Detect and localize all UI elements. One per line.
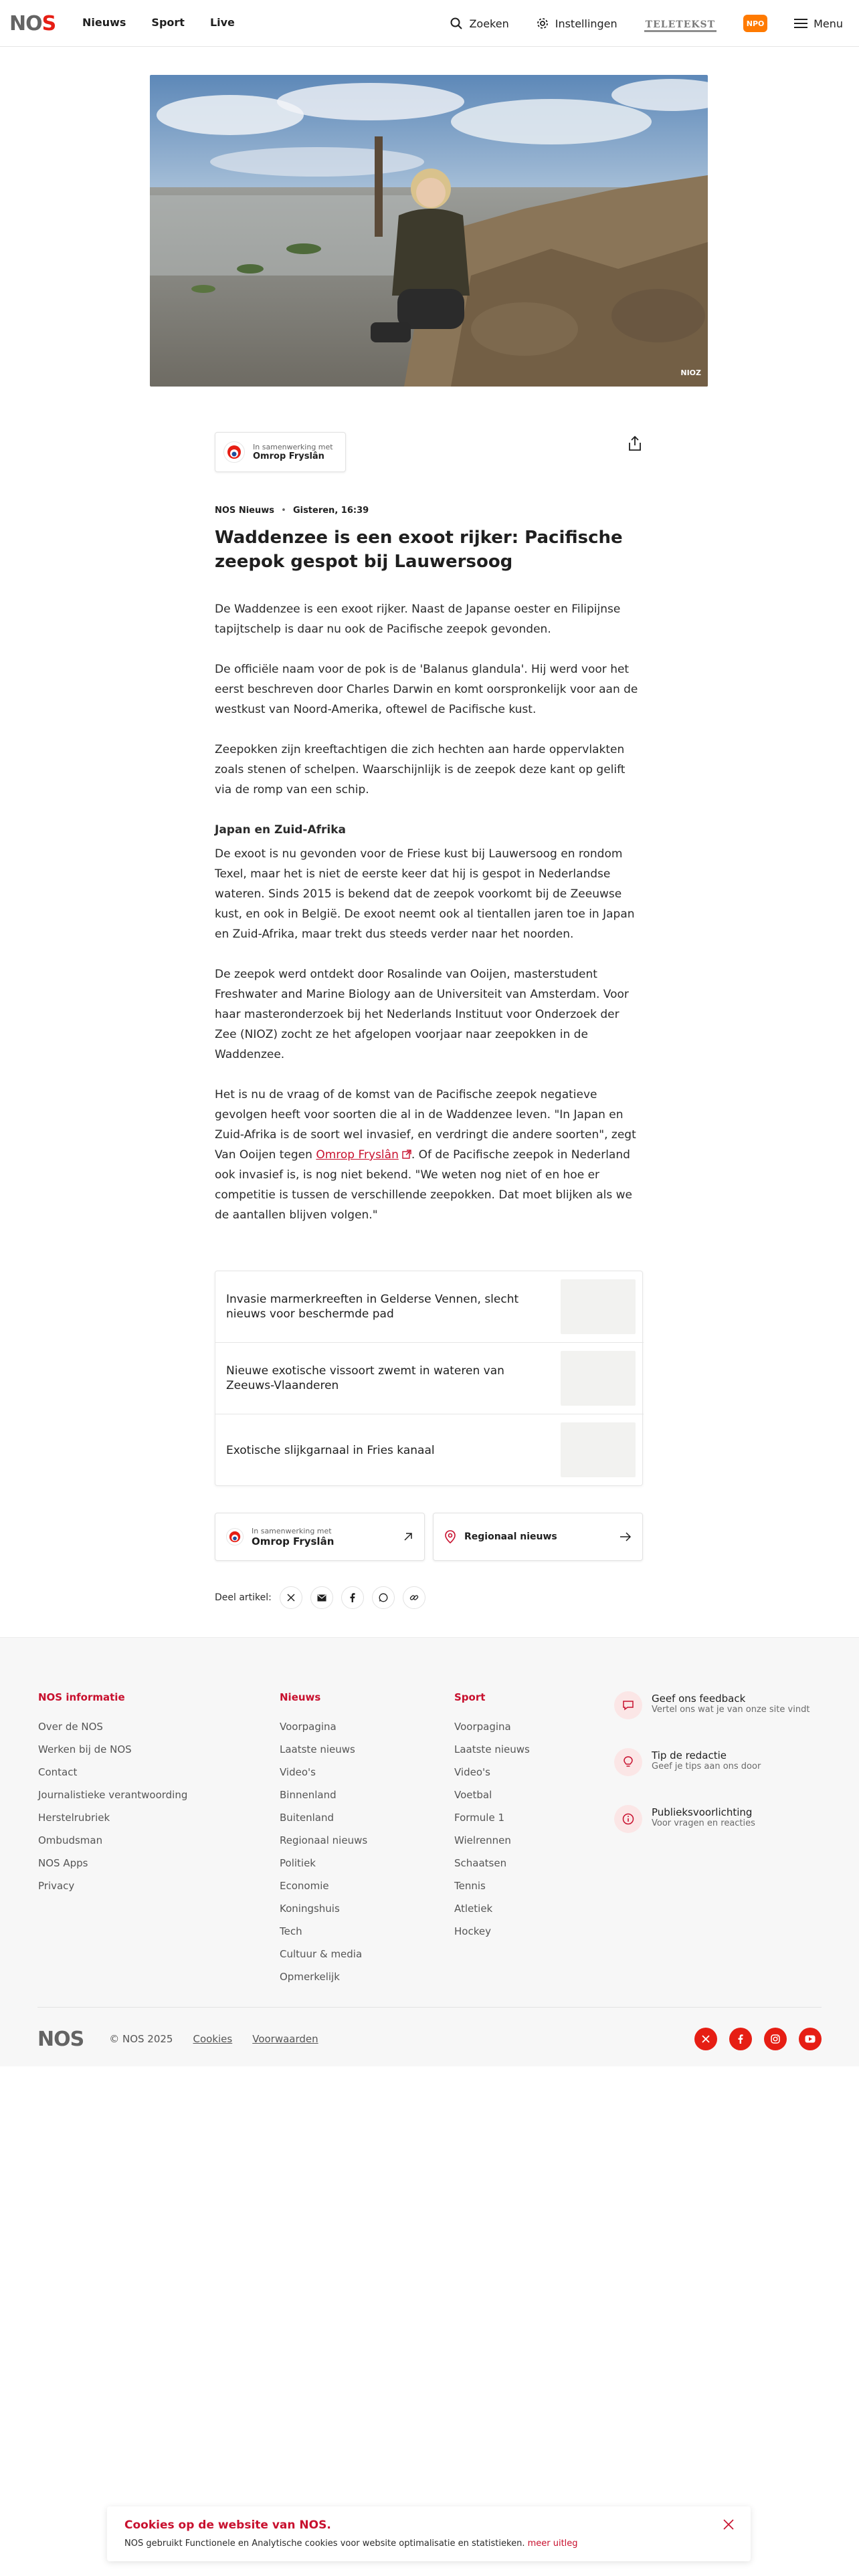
article-source: NOS Nieuws	[215, 506, 274, 516]
footer-link[interactable]: Voorpagina	[280, 1721, 337, 1733]
hero-credit: NIOZ	[680, 368, 701, 377]
arrow-up-right-icon	[403, 1531, 413, 1542]
footer-link[interactable]: Voorpagina	[454, 1721, 511, 1733]
tip-icon-wrap	[614, 1748, 642, 1776]
cookie-close-button[interactable]	[720, 2516, 737, 2533]
publieksvoorlichting-title: Publieksvoorlichting	[652, 1806, 753, 1818]
partner-name: Omrop Fryslân	[252, 1535, 335, 1547]
omrop-fryslan-link[interactable]: Omrop Fryslân	[316, 1148, 399, 1162]
paragraph-text: . Of de Pacifische zeepok in Nederland ook invasief is, is nog niet bekend. "We weten nog niet of en hoe er competitie is tussen de verschillende zeepokken. Dat moet blijken als we de aantallen blijven volgen."	[215, 1148, 632, 1222]
related-title: Invasie marmerkreeften in Gelderse Vennen, slecht nieuws voor beschermde pad	[226, 1293, 519, 1321]
feedback-icon-wrap	[614, 1691, 642, 1719]
footer-divider	[37, 2007, 822, 2008]
youtube-social-button[interactable]	[799, 2028, 822, 2050]
arrow-right-icon	[619, 1532, 632, 1541]
meta-bullet: •	[281, 506, 286, 516]
paragraph: De exoot is nu gevonden voor de Friese kust bij Lauwersoog en rondom Texel, maar het is niet de eerste keer dat hij is gespot in Nederlandse wateren. Sinds 2015 is bekend dat de zeepok voorkomt bij de Zeeuwse kust, en ook in België. De exoot neemt ook al tientallen jaren toe in Japan en Zuid-Afrika, maar trekt dus steeds verder naar het noorden.	[215, 847, 635, 941]
publieksvoorlichting-sub: Voor vragen en reacties	[652, 1818, 755, 1828]
related-title: Exotische slijkgarnaal in Fries kanaal	[226, 1443, 435, 1457]
cookie-body: NOS gebruikt Functionele en Analytische cookies voor website optimalisatie en statistieken.	[124, 2539, 525, 2549]
nos-logo[interactable]	[9, 13, 56, 33]
tip-title: Tip de redactie	[652, 1749, 727, 1761]
facebook-icon	[738, 2034, 743, 2044]
paragraph: Zeepokken zijn kreeftachtigen die zich hechten aan harde oppervlakten zoals stenen of schelpen. Waarschijnlijk is de zeepok deze kant op gelift via de romp van een schip.	[215, 743, 626, 796]
partner-chip[interactable]	[215, 432, 346, 472]
paragraph: De Waddenzee is een exoot rijker. Naast de Japanse oester en Filipijnse tapijtschelp is daar nu ook de Pacifische zeepok gevonden.	[215, 603, 621, 636]
partner-card[interactable]	[215, 1513, 425, 1561]
header-actions	[450, 15, 843, 32]
related-thumbnail	[561, 1351, 636, 1406]
instagram-social-button[interactable]	[764, 2028, 787, 2050]
footer-link[interactable]: Atletiek	[454, 1903, 493, 1915]
hamburger-icon	[794, 18, 807, 29]
footer-link[interactable]: Contact	[38, 1766, 78, 1778]
footer-link[interactable]: Video's	[454, 1766, 490, 1778]
footer-link[interactable]: Ombudsman	[38, 1834, 103, 1846]
settings-button[interactable]	[536, 17, 617, 30]
article-date: Gisteren, 16:39	[292, 506, 369, 516]
footer-link[interactable]: Formule 1	[454, 1812, 504, 1824]
gear-icon	[536, 17, 549, 30]
site-footer	[0, 1637, 859, 2066]
share-label: Deel artikel:	[215, 1592, 272, 1603]
hero-photo	[150, 75, 708, 387]
copy-link-button[interactable]	[403, 1586, 425, 1609]
footer-col-info	[38, 1691, 187, 1897]
footer-col-title: NOS informatie	[38, 1691, 125, 1703]
search-label: Zoeken	[469, 17, 509, 30]
copyright: © NOS 2025	[109, 2033, 173, 2045]
footer-link[interactable]: Hockey	[454, 1925, 491, 1937]
paragraph-text: Het is nu de vraag of de komst van de Pacifische zeepok negatieve gevolgen heeft voor soorten die al in de Waddenzee leven. "In Japan en Zuid-Afrika is de soort wel invasief, en verdringt die andere soorten", zegt Van Ooijen tegen	[215, 1088, 636, 1162]
share-email-button[interactable]	[310, 1586, 333, 1609]
partner-name: Omrop Fryslân	[253, 451, 324, 461]
instagram-icon	[771, 2034, 780, 2044]
footer-link[interactable]: Herstelrubriek	[38, 1812, 110, 1824]
related-item[interactable]	[215, 1414, 644, 1486]
footer-col-title: Sport	[454, 1691, 486, 1703]
tip-link[interactable]	[614, 1748, 828, 1786]
footer-link[interactable]: NOS Apps	[38, 1857, 88, 1869]
footer-link[interactable]: Politiek	[280, 1857, 316, 1869]
footer-link[interactable]: Binnenland	[280, 1789, 337, 1801]
facebook-social-button[interactable]	[729, 2028, 752, 2050]
search-button[interactable]	[450, 17, 508, 30]
footer-link[interactable]: Laatste nieuws	[454, 1743, 530, 1755]
footer-logo[interactable]: NOS	[37, 2027, 84, 2051]
site-header	[0, 0, 859, 47]
omrop-fryslan-logo	[223, 441, 245, 463]
share-facebook-button[interactable]	[341, 1586, 364, 1609]
feedback-title: Geef ons feedback	[652, 1693, 746, 1705]
info-icon	[622, 1813, 634, 1825]
link-icon	[409, 1593, 419, 1602]
related-item[interactable]	[215, 1343, 644, 1414]
article-body	[215, 599, 643, 1245]
close-icon	[723, 2518, 735, 2531]
search-icon	[450, 17, 463, 30]
x-icon	[287, 1594, 295, 1602]
feedback-sub: Vertel ons wat je van onze site vindt	[652, 1705, 810, 1715]
publieksvoorlichting-link[interactable]	[614, 1805, 828, 1842]
terms-link[interactable]: Voorwaarden	[252, 2033, 318, 2045]
cookie-banner	[107, 2506, 751, 2561]
whatsapp-icon	[379, 1593, 388, 1602]
paragraph	[215, 1085, 643, 1225]
npo-link[interactable]	[743, 15, 767, 32]
menu-label: Menu	[814, 17, 843, 30]
teletekst-logo: TELETEKST	[644, 19, 717, 32]
tip-sub: Geef je tips aan ons door	[652, 1761, 761, 1772]
footer-link[interactable]: Economie	[280, 1880, 329, 1892]
footer-link[interactable]: Koningshuis	[280, 1903, 340, 1915]
x-social-button[interactable]	[694, 2028, 717, 2050]
cookies-link[interactable]: Cookies	[193, 2033, 233, 2045]
lightbulb-icon	[623, 1756, 634, 1768]
footer-link[interactable]: Schaatsen	[454, 1857, 507, 1869]
footer-link[interactable]: Privacy	[38, 1880, 75, 1892]
footer-col-sport	[454, 1691, 530, 1943]
omrop-fryslan-logo	[226, 1528, 244, 1545]
chat-icon	[622, 1700, 634, 1711]
hero-image	[150, 75, 708, 387]
x-icon	[702, 2035, 710, 2043]
footer-link[interactable]: Cultuur & media	[280, 1948, 363, 1960]
location-pin-icon	[444, 1530, 456, 1543]
related-thumbnail	[561, 1422, 636, 1477]
article-title: Waddenzee is een exoot rijker: Pacifische zeepok gespot bij Lauwersoog	[215, 528, 623, 572]
menu-button[interactable]	[794, 17, 843, 30]
article-meta	[215, 506, 643, 516]
share-icon	[628, 435, 642, 451]
footer-link[interactable]: Laatste nieuws	[280, 1743, 355, 1755]
footer-link[interactable]: Voetbal	[454, 1789, 492, 1801]
footer-link[interactable]: Journalistieke verantwoording	[38, 1789, 188, 1801]
bottom-cards	[215, 1513, 643, 1561]
footer-link[interactable]: Tech	[280, 1925, 302, 1937]
footer-col-nieuws	[280, 1691, 367, 1988]
regional-news-label: Regionaal nieuws	[464, 1531, 557, 1542]
teletekst-link[interactable]	[644, 17, 717, 30]
section-heading: Japan en Zuid-Afrika	[215, 823, 347, 837]
share-button[interactable]	[622, 431, 648, 456]
nav-nieuws[interactable]: Nieuws	[82, 16, 126, 29]
info-icon-wrap	[614, 1805, 642, 1833]
facebook-icon	[350, 1593, 355, 1602]
main-nav	[82, 16, 235, 29]
related-title: Nieuwe exotische vissoort zwemt in wateren van Zeeuws-Vlaanderen	[226, 1364, 504, 1392]
footer-link[interactable]: Regionaal nieuws	[280, 1834, 368, 1846]
footer-link[interactable]: Video's	[280, 1766, 316, 1778]
related-item[interactable]	[215, 1271, 644, 1343]
footer-link[interactable]: Tennis	[454, 1880, 486, 1892]
external-link-icon	[402, 1150, 411, 1159]
related-articles	[215, 1271, 643, 1486]
cookie-more-link[interactable]: meer uitleg	[527, 2539, 578, 2549]
feedback-link[interactable]	[614, 1691, 828, 1729]
share-whatsapp-button[interactable]	[372, 1586, 395, 1609]
nav-live[interactable]: Live	[209, 16, 235, 29]
youtube-icon	[805, 2035, 816, 2043]
share-x-button[interactable]	[280, 1586, 302, 1609]
footer-link[interactable]: Wielrennen	[454, 1834, 511, 1846]
footer-link[interactable]: Opmerkelijk	[280, 1971, 340, 1983]
npo-logo: NPO	[743, 15, 767, 32]
footer-bottom	[37, 2026, 822, 2052]
cookie-title: Cookies op de website van NOS.	[124, 2518, 331, 2532]
footer-col-title: Nieuws	[280, 1691, 321, 1703]
social-links	[694, 2028, 822, 2050]
partner-small-text: In samenwerking met	[253, 443, 333, 451]
related-thumbnail	[561, 1279, 636, 1334]
settings-label: Instellingen	[555, 17, 617, 30]
paragraph: De officiële naam voor de pok is de 'Balanus glandula'. Hij werd voor het eerst beschreven door Charles Darwin en komt oorspronkelijk voor aan de westkust van Noord-Amerika, oftewel de Pacifische kust.	[215, 663, 638, 716]
footer-link[interactable]: Buitenland	[280, 1812, 334, 1824]
nav-sport[interactable]: Sport	[151, 16, 185, 29]
cookie-text	[124, 2539, 578, 2549]
paragraph: De zeepok werd ontdekt door Rosalinde van Ooijen, masterstudent Freshwater and Marine Biology aan de Universiteit van Amsterdam. Voor haar masteronderzoek bij het Nederlands Instituut voor Onderzoek der Zee (NIOZ) zocht ze het afgelopen voorjaar naar zeepokken in de Waddenzee.	[215, 968, 629, 1061]
partner-small-text: In samenwerking met	[252, 1526, 332, 1535]
share-bar	[215, 1586, 425, 1609]
regional-news-card[interactable]	[433, 1513, 643, 1561]
footer-link[interactable]: Werken bij de NOS	[38, 1743, 132, 1755]
nos-logo-text: NOS	[9, 11, 56, 35]
footer-link[interactable]: Over de NOS	[38, 1721, 103, 1733]
mail-icon	[317, 1594, 326, 1602]
